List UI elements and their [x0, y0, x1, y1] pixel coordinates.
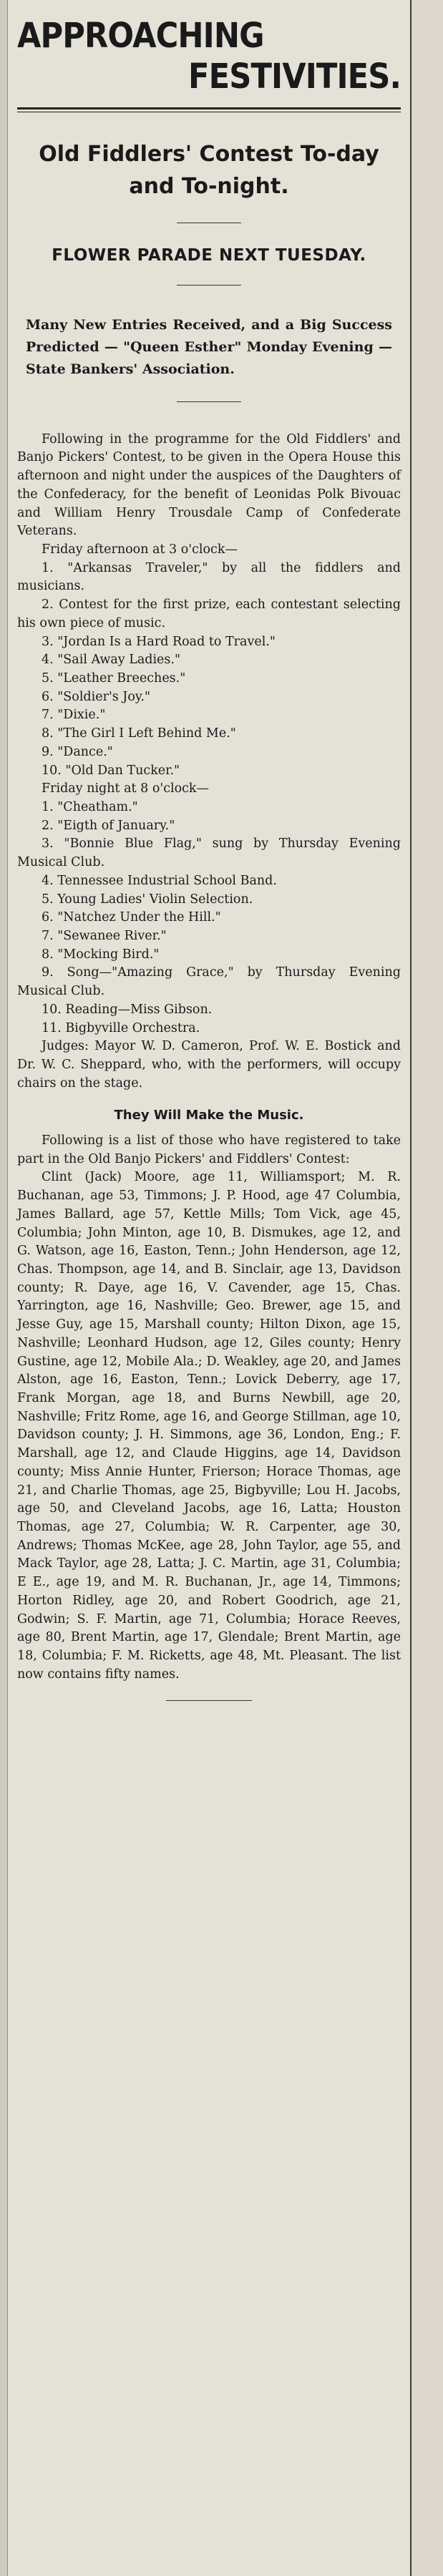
night-item: 8. "Mocking Bird." [42, 947, 160, 962]
adjacent-column-right-edge [410, 0, 443, 2576]
article-column [13, 0, 405, 1701]
judges-paragraph: Judges: Mayor W. D. Cameron, Prof. W. E. Bostick and Dr. W. C. Sheppard, who, with the performers, will occupy chairs on the stage. [17, 1039, 401, 1091]
night-item: 2. "Eigth of January." [42, 818, 175, 833]
afternoon-item: 4. "Sail Away Ladies." [42, 653, 181, 668]
afternoon-heading: Friday afternoon at 3 o'clock— [42, 542, 238, 557]
afternoon-item: 8. "The Girl I Left Behind Me." [42, 726, 236, 741]
subhead-music: They Will Make the Music. [114, 1107, 304, 1123]
afternoon-item: 7. "Dixie." [42, 708, 106, 723]
afternoon-item: 10. "Old Dan Tucker." [42, 763, 180, 778]
headline-line-2: FESTIVITIES. [188, 56, 401, 97]
afternoon-item: 5. "Leather Breeches." [42, 670, 186, 686]
afternoon-item: 6. "Soldier's Joy." [42, 689, 151, 704]
night-item: 3. "Bonnie Blue Flag," sung by Thursday Evening Musical Club. [17, 836, 401, 870]
participant-roster: Clint (Jack) Moore, age 11, Williamsport; M. R. Buchanan, age 53, Timmons; J. P. Hood, age 47 Columbia, James Ballard, age 57, Kettle Mills; Tom Vick, age 45, Columbia; John Minton, age 10, B. Dismukes, age 12, and G. Watson, age 16, Easton, Tenn.; John Henderson, age 12, Chas. Thompson, age 14, and B. Sinclair, age 13, Davidson county; R. Daye, age 16, V. Cavender, age 15, Chas. Yarrington, age 16, Nashville; Geo. Brewer, age 15, and Jesse Guy, age 15, Marshall county; Hilton Dixon, age 15, Nashville; Leonhard Hudson, age 12, Giles county; Henry Gustine, age 12, Mobile Ala.; D. Weakley, age 20, and James Alston, age 16, Easton, Tenn.; Lovick Deberry, age 17, Frank Morgan, age 18, and Burns Newbill, age 20, Nashville; Fritz Rome, age 16, and George Stillman, age 10, Davidson county; J. H. Simmons, age 36, London, Eng.; F. Marshall, age 12, and Claude Higgins, age 14, Davidson county; Miss Annie Hunter, Frierson; Horace Thomas, age 21, and Charlie Thomas, age 25, Bigbyville; Lou H. Jacobs, age 50, and Cleveland Jacobs, age 16, Latta; Houston Thomas, age 27, Columbia; W. R. Carpenter, age 30, Andrews; Thomas McKee, age 28, John Taylor, age 55, and Mack Taylor, age 28, Latta; J. C. Martin, age 31, Columbia; E E., age 19, and M. R. Buchanan, Jr., age 14, Timmons; Horton Ridley, age 20, and Robert Goodrich, age 21, Godwin; S. F. Martin, age 71, Columbia; Horace Reeves, age 80, Brent Martin, age 17, Glendale; Brent Martin, age 18, Columbia; F. M. Ricketts, age 48, Mt. Pleasant. The list now contains fifty names. [17, 1170, 401, 1682]
article-intro: Following in the programme for the Old Fiddlers' and Banjo Pickers' Contest, to be given in the Opera House this afternoon and night under the auspices of the Daughters of the Confederacy, for the benefit of Leonidas Polk Bivouac and William Henry Trousdale Camp of Confederate Veterans. [17, 431, 401, 539]
night-item: 1. "Cheatham." [42, 800, 138, 814]
list-intro: Following is a list of those who have registered to take part in the Old Banjo Pickers' and Fiddlers' Contest: [17, 1133, 401, 1166]
deck-divider-2 [177, 285, 241, 286]
afternoon-programme [17, 560, 401, 781]
afternoon-item: 1. "Arkansas Traveler," by all the fiddlers and musicians. [17, 560, 401, 594]
deck-divider-3 [177, 401, 241, 402]
deck-secondary: FLOWER PARADE NEXT TUESDAY. [52, 245, 366, 265]
deck-main: Old Fiddlers' Contest To-day and To-night. [39, 141, 379, 199]
night-item: 7. "Sewanee River." [42, 929, 167, 944]
afternoon-item: 9. "Dance." [42, 744, 113, 759]
headline-rule [17, 107, 401, 112]
deck-summary: Many New Entries Received, and a Big Success Predicted — "Queen Esther" Monday Evening —State Bankers' Association. [26, 316, 392, 378]
night-item: 5. Young Ladies' Violin Selection. [42, 892, 253, 907]
article-body [17, 431, 401, 1684]
night-item: 11. Bigbyville Orchestra. [42, 1020, 200, 1035]
article-end-rule [166, 1700, 252, 1701]
afternoon-item: 3. "Jordan Is a Hard Road to Travel." [42, 634, 276, 649]
night-item: 6. "Natchez Under the Hill." [42, 910, 221, 925]
night-heading: Friday night at 8 o'clock— [42, 781, 210, 796]
night-programme [17, 799, 401, 1038]
headline-line-1: APPROACHING [17, 16, 264, 56]
night-item: 9. Song—"Amazing Grace," by Thursday Evening Musical Club. [17, 965, 401, 999]
adjacent-column-left-edge [0, 0, 8, 2576]
night-item: 4. Tennessee Industrial School Band. [42, 873, 277, 888]
night-item: 10. Reading—Miss Gibson. [42, 1002, 213, 1017]
afternoon-item: 2. Contest for the first prize, each contestant selecting his own piece of music. [17, 597, 401, 630]
